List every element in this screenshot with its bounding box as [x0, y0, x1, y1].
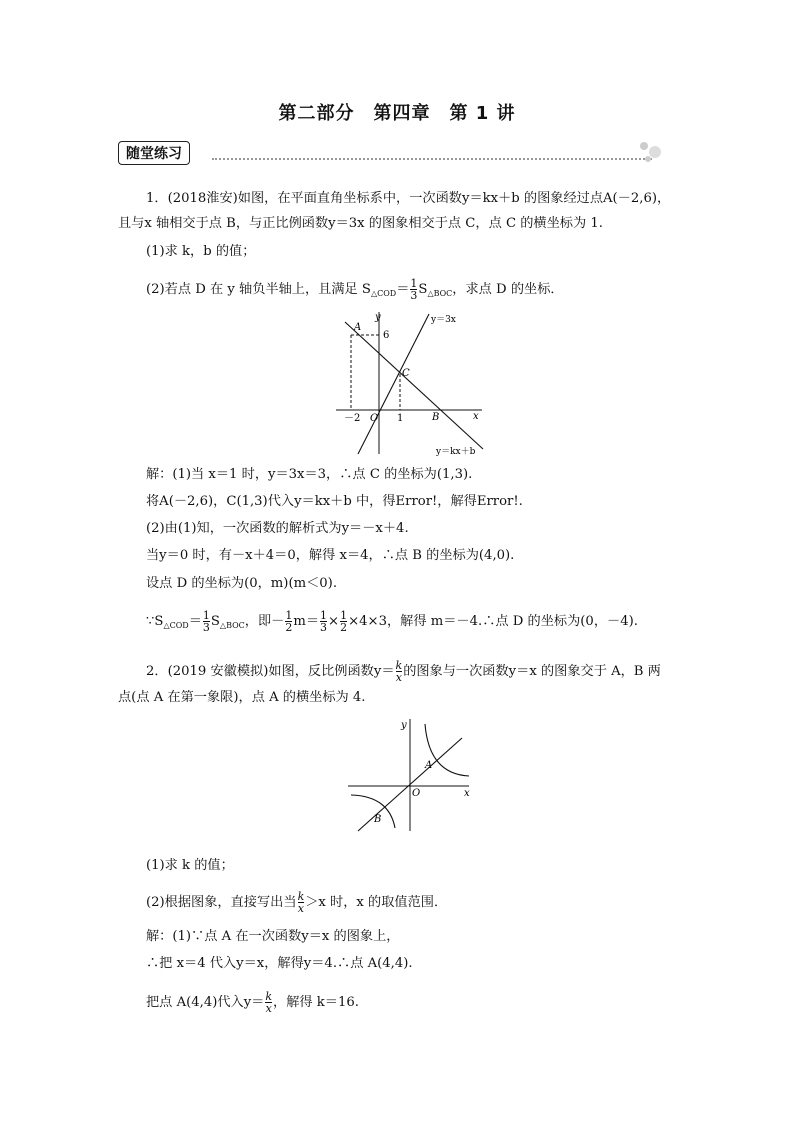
fig2-y-label: y: [401, 720, 407, 731]
fig1-x-label: x: [473, 411, 479, 422]
q2-sol1: 解：(1)∵点 A 在一次函数y＝x 的图象上，: [146, 929, 400, 944]
q1-sol5: 设点 D 的坐标为(0，m)(m＜0).: [146, 576, 338, 591]
q1-sol6: $\because S_{\triangle COD}=$ $\frac{1}{3}$ $S_{\triangle BOC}$，即－ $\frac{1}{2}$ m＝ $\frac{1}{3}$ × $\frac{1}{2}$ ×4×3，解得 m＝－4.∴点 D 的坐标为(0，－4).: [146, 609, 638, 634]
page-title: 第二部分 第四章 第 1 讲: [278, 103, 516, 124]
q2-part1: (1)求 k 的值；: [146, 858, 234, 873]
section-tag: 随堂练习: [118, 141, 190, 165]
q2-line2: 点(点 A 在第一象限)，点 A 的横坐标为 4.: [118, 690, 366, 705]
divider: [212, 158, 652, 160]
q1-sol4: 当y＝0 时，有－x＋4＝0，解得 x＝4，∴点 B 的坐标为(4,0).: [146, 548, 515, 563]
fig2-O: O: [412, 788, 421, 799]
fig1-O: O: [370, 413, 379, 424]
q1-part2: (2)若点 D 在 y 轴负半轴上，且满足 $S_{\triangle COD}=$ $\frac{1}{3}$ $S_{\triangle BOC}$，求点 D 的坐标．: [146, 277, 564, 302]
fig1-one: 1: [397, 413, 404, 424]
q2-sol3: 把点 A(4,4)代入y＝ $\frac{k}{x}$ ，解得 k＝16.: [146, 990, 359, 1015]
fig1-neg2: －2: [344, 413, 361, 424]
q2-line1: 2．(2019 安徽模拟)如图，反比例函数y＝ $\frac{k}{x}$ 的图象与一次函数y＝x 的图象交于 A，B 两: [146, 659, 661, 684]
fig1-C: C: [402, 368, 410, 379]
fig1-six: 6: [383, 330, 390, 341]
fig1-eq1: y＝3x: [431, 315, 456, 325]
fig1-A: A: [354, 322, 362, 333]
q1-line2: 且与x 轴相交于点 B，与正比例函数y＝3x 的图象相交于点 C，点 C 的横坐标为 1.: [118, 216, 603, 231]
q2-part2: (2)根据图象，直接写出当 $\frac{k}{x}$ ＞x 时，x 的取值范围．: [146, 890, 448, 915]
fig1-y-label: y: [375, 312, 381, 323]
figure-1: [330, 306, 490, 458]
q1-sol1: 解：(1)当 x＝1 时，y＝3x＝3，∴点 C 的坐标为(1,3).: [146, 467, 473, 482]
fig2-A: A: [425, 760, 433, 771]
q2-sol2: ∴把 x＝4 代入y＝x，解得y＝4.∴点 A(4,4).: [146, 956, 413, 971]
q1-sol3: (2)由(1)知，一次函数的解析式为y＝－x＋4.: [146, 521, 409, 536]
q1-part1: (1)求 k，b 的值；: [146, 244, 256, 259]
q1-line1: 1．(2018淮安)如图，在平面直角坐标系中，一次函数y＝kx＋b 的图象经过点A(－2,6)，: [146, 191, 671, 206]
fig1-eq2: y＝kx＋b: [436, 447, 476, 457]
decorative-dots-icon: [636, 138, 666, 168]
q1-sol2: 将A(－2,6)，C(1,3)代入y＝kx＋b 中，得Error!，解得Error!.: [146, 494, 523, 509]
fig2-x-label: x: [464, 788, 470, 799]
fig2-B: B: [374, 814, 382, 825]
figure-2: [345, 716, 475, 834]
fig1-B: B: [432, 412, 440, 423]
